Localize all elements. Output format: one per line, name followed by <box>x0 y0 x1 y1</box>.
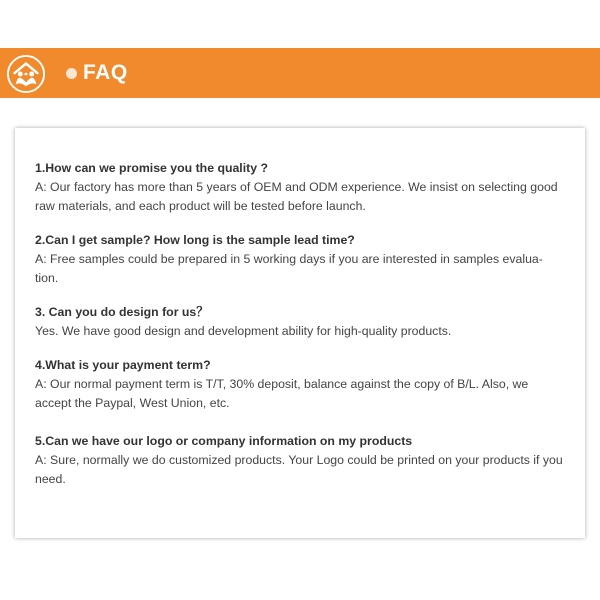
faq-answer-3: Yes. We have good design and development ability for high-quality products. <box>35 324 452 338</box>
faq-question-1: 1.How can we promise you the quality ? <box>35 161 269 175</box>
house-people-logo-icon <box>7 55 45 93</box>
title-bullet-dot <box>66 68 77 79</box>
faq-item-5 <box>35 432 565 489</box>
faq-answer-2: A: Free samples could be prepared in 5 working days if you are interested in samples evalua-tion. <box>35 252 543 285</box>
faq-question-3: 3. Can you do design for us？ <box>35 305 209 319</box>
faq-item-1 <box>35 159 565 216</box>
faq-item-4 <box>35 356 565 413</box>
faq-answer-1: A: Our factory has more than 5 years of OEM and ODM experience. We insist on selecting good raw materials, and each product will be tested before launch. <box>35 180 558 213</box>
faq-question-4: 4.What is your payment term? <box>35 358 211 372</box>
faq-header-banner <box>0 48 600 98</box>
faq-answer-5: A: Sure, normally we do customized products. Your Logo could be printed on your products if you need. <box>35 453 563 486</box>
faq-card <box>15 128 585 538</box>
faq-question-2: 2.Can I get sample? How long is the sample lead time? <box>35 233 355 247</box>
faq-answer-4: A: Our normal payment term is T/T, 30% deposit, balance against the copy of B/L. Also, we accept the Paypal, West Union, etc. <box>35 377 529 410</box>
faq-question-5: 5.Can we have our logo or company information on my products <box>35 434 413 448</box>
faq-item-3 <box>35 303 565 341</box>
faq-item-2 <box>35 231 565 288</box>
page-title: FAQ <box>83 61 128 84</box>
